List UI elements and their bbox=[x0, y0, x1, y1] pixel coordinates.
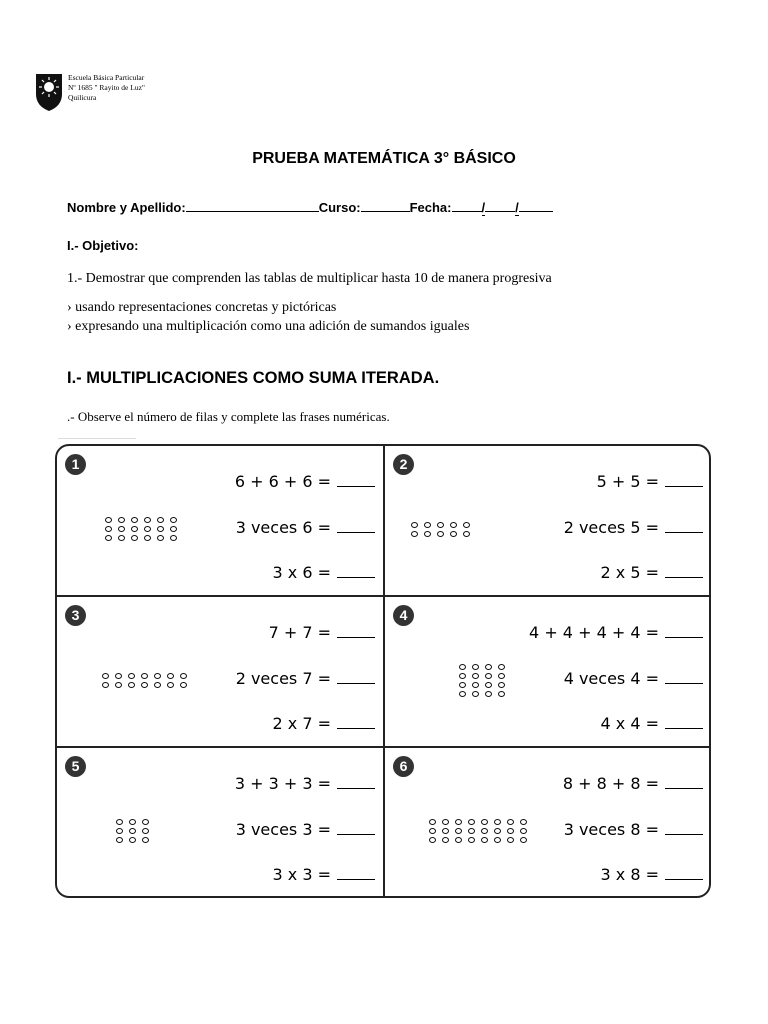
page-title: PRUEBA MATEMÁTICA 3° BÁSICO bbox=[252, 150, 516, 167]
school-crest-logo bbox=[34, 72, 64, 112]
counter-dot bbox=[141, 673, 148, 679]
counter-dot bbox=[144, 535, 151, 541]
equation-row bbox=[564, 518, 703, 537]
counter-dot bbox=[442, 828, 449, 834]
counter-dot bbox=[154, 673, 161, 679]
answer-blank[interactable] bbox=[337, 865, 375, 880]
exercise-number-badge: 1 bbox=[65, 454, 86, 475]
counter-dot bbox=[485, 664, 492, 670]
counter-dot bbox=[498, 664, 505, 670]
school-name bbox=[68, 73, 145, 103]
counter-dot bbox=[437, 531, 444, 537]
equation-text: 3 + 3 + 3 = bbox=[234, 774, 331, 793]
instruction-text: .- Observe el número de filas y complete las frases numéricas. bbox=[67, 409, 390, 424]
equation-text: 3 x 6 = bbox=[272, 563, 331, 582]
equation-row bbox=[273, 714, 376, 733]
fecha-day-field[interactable] bbox=[452, 199, 482, 212]
counter-dot bbox=[131, 535, 138, 541]
objetivo-heading: I.- Objetivo: bbox=[67, 238, 139, 253]
equation-text: 4 veces 4 = bbox=[563, 669, 659, 688]
counter-dot bbox=[131, 526, 138, 532]
equation-text: 2 x 5 = bbox=[600, 563, 659, 582]
counter-dot bbox=[102, 682, 109, 688]
counter-dot bbox=[481, 828, 488, 834]
answer-blank[interactable] bbox=[665, 563, 703, 578]
counter-dot bbox=[115, 682, 122, 688]
dot-array bbox=[411, 522, 470, 537]
answer-blank[interactable] bbox=[665, 774, 703, 789]
equation-text: 3 veces 6 = bbox=[235, 518, 331, 537]
exercise-cell bbox=[385, 597, 713, 748]
counter-dot bbox=[459, 682, 466, 688]
dot-array bbox=[105, 517, 177, 541]
exercise-cell bbox=[385, 446, 713, 597]
equation-text: 2 veces 7 = bbox=[235, 669, 331, 688]
counter-dot bbox=[105, 517, 112, 523]
exercise-number-badge: 3 bbox=[65, 605, 86, 626]
fecha-separator-1: / bbox=[481, 200, 486, 215]
dot-array bbox=[102, 673, 187, 688]
counter-dot bbox=[472, 691, 479, 697]
school-line-2: Nº 1685 " Rayito de Luz" bbox=[68, 83, 145, 92]
answer-blank[interactable] bbox=[337, 669, 375, 684]
counter-dot bbox=[118, 535, 125, 541]
dot-array bbox=[429, 819, 527, 843]
counter-dot bbox=[411, 522, 418, 528]
school-line-3: Quilicura bbox=[68, 93, 97, 102]
counter-dot bbox=[115, 673, 122, 679]
counter-dot bbox=[472, 664, 479, 670]
equation-row bbox=[563, 774, 703, 793]
equation-text: 3 veces 3 = bbox=[235, 820, 331, 839]
counter-dot bbox=[455, 837, 462, 843]
counter-dot bbox=[105, 526, 112, 532]
equation-text: 6 + 6 + 6 = bbox=[234, 472, 331, 491]
equation-row bbox=[273, 865, 376, 884]
counter-dot bbox=[141, 682, 148, 688]
counter-dot bbox=[507, 819, 514, 825]
counter-dot bbox=[129, 828, 136, 834]
answer-blank[interactable] bbox=[665, 623, 703, 638]
exercise-number-badge: 5 bbox=[65, 756, 86, 777]
answer-blank[interactable] bbox=[665, 669, 703, 684]
counter-dot bbox=[157, 517, 164, 523]
counter-dot bbox=[131, 517, 138, 523]
counter-dot bbox=[494, 819, 501, 825]
equation-row bbox=[235, 774, 375, 793]
exercise-number-badge: 6 bbox=[393, 756, 414, 777]
answer-blank[interactable] bbox=[665, 518, 703, 533]
equation-row bbox=[269, 623, 375, 642]
counter-dot bbox=[429, 819, 436, 825]
equation-text: 2 x 7 = bbox=[272, 714, 331, 733]
counter-dot bbox=[128, 673, 135, 679]
answer-blank[interactable] bbox=[337, 563, 375, 578]
equation-row bbox=[236, 669, 375, 688]
counter-dot bbox=[494, 828, 501, 834]
answer-blank[interactable] bbox=[665, 820, 703, 835]
counter-dot bbox=[468, 837, 475, 843]
counter-dot bbox=[485, 682, 492, 688]
fecha-label: Fecha: bbox=[409, 200, 452, 215]
counter-dot bbox=[498, 682, 505, 688]
counter-dot bbox=[116, 828, 123, 834]
equation-text: 4 x 4 = bbox=[600, 714, 659, 733]
answer-blank[interactable] bbox=[665, 714, 703, 729]
equation-text: 3 x 3 = bbox=[272, 865, 331, 884]
equation-text: 3 x 8 = bbox=[600, 865, 659, 884]
equation-row bbox=[601, 563, 704, 582]
counter-dot bbox=[455, 828, 462, 834]
counter-dot bbox=[142, 828, 149, 834]
counter-dot bbox=[118, 526, 125, 532]
equation-row bbox=[564, 669, 703, 688]
equation-row bbox=[273, 563, 376, 582]
counter-dot bbox=[116, 819, 123, 825]
counter-dot bbox=[507, 828, 514, 834]
exercise-cell bbox=[57, 748, 385, 899]
counter-dot bbox=[144, 526, 151, 532]
equation-text: 3 veces 8 = bbox=[563, 820, 659, 839]
section-heading: I.- MULTIPLICACIONES COMO SUMA ITERADA. bbox=[67, 369, 440, 387]
counter-dot bbox=[463, 522, 470, 528]
answer-blank[interactable] bbox=[337, 820, 375, 835]
counter-dot bbox=[180, 682, 187, 688]
counter-dot bbox=[463, 531, 470, 537]
counter-dot bbox=[129, 837, 136, 843]
counter-dot bbox=[442, 837, 449, 843]
counter-dot bbox=[498, 673, 505, 679]
counter-dot bbox=[481, 837, 488, 843]
exercise-number-badge: 2 bbox=[393, 454, 414, 475]
counter-dot bbox=[450, 531, 457, 537]
counter-dot bbox=[459, 673, 466, 679]
equation-text: 4 + 4 + 4 + 4 = bbox=[529, 623, 659, 642]
counter-dot bbox=[144, 517, 151, 523]
fecha-month-field[interactable] bbox=[485, 199, 515, 212]
counter-dot bbox=[437, 522, 444, 528]
equation-text: 2 veces 5 = bbox=[563, 518, 659, 537]
exercise-cell bbox=[57, 446, 385, 597]
counter-dot bbox=[424, 531, 431, 537]
equation-row bbox=[597, 472, 703, 491]
answer-blank[interactable] bbox=[665, 865, 703, 880]
equation-row bbox=[601, 714, 704, 733]
counter-dot bbox=[128, 682, 135, 688]
counter-dot bbox=[170, 535, 177, 541]
counter-dot bbox=[455, 819, 462, 825]
counter-dot bbox=[481, 819, 488, 825]
counter-dot bbox=[116, 837, 123, 843]
counter-dot bbox=[180, 673, 187, 679]
answer-blank[interactable] bbox=[337, 623, 375, 638]
counter-dot bbox=[170, 526, 177, 532]
counter-dot bbox=[520, 828, 527, 834]
nombre-label: Nombre y Apellido: bbox=[67, 200, 186, 215]
counter-dot bbox=[520, 819, 527, 825]
counter-dot bbox=[142, 819, 149, 825]
equation-row bbox=[564, 820, 703, 839]
counter-dot bbox=[157, 535, 164, 541]
objetivo-bullet-2: › expresando una multiplicación como una adición de sumandos iguales bbox=[67, 319, 470, 334]
objetivo-bullet-1: › usando representaciones concretas y pictóricas bbox=[67, 300, 337, 315]
counter-dot bbox=[167, 673, 174, 679]
fecha-year-field[interactable] bbox=[519, 199, 553, 212]
counter-dot bbox=[129, 819, 136, 825]
counter-dot bbox=[507, 837, 514, 843]
counter-dot bbox=[142, 837, 149, 843]
divider bbox=[58, 438, 136, 439]
exercise-cell bbox=[385, 748, 713, 899]
counter-dot bbox=[520, 837, 527, 843]
equation-text: 7 + 7 = bbox=[268, 623, 331, 642]
exercise-number-badge: 4 bbox=[393, 605, 414, 626]
counter-dot bbox=[485, 691, 492, 697]
counter-dot bbox=[105, 535, 112, 541]
equation-row bbox=[236, 820, 375, 839]
equation-row bbox=[236, 518, 375, 537]
dot-array bbox=[459, 664, 505, 697]
counter-dot bbox=[485, 673, 492, 679]
equation-text: 8 + 8 + 8 = bbox=[562, 774, 659, 793]
dot-array bbox=[116, 819, 149, 843]
nombre-field[interactable] bbox=[186, 199, 319, 212]
counter-dot bbox=[472, 682, 479, 688]
counter-dot bbox=[498, 691, 505, 697]
student-info-fields bbox=[67, 199, 553, 216]
fecha-separator-2: / bbox=[515, 200, 519, 215]
counter-dot bbox=[429, 837, 436, 843]
curso-label: Curso: bbox=[318, 200, 361, 215]
counter-dot bbox=[429, 828, 436, 834]
counter-dot bbox=[170, 517, 177, 523]
counter-dot bbox=[154, 682, 161, 688]
equation-row bbox=[601, 865, 704, 884]
answer-blank[interactable] bbox=[337, 774, 375, 789]
curso-field[interactable] bbox=[361, 199, 410, 212]
counter-dot bbox=[494, 837, 501, 843]
counter-dot bbox=[411, 531, 418, 537]
counter-dot bbox=[450, 522, 457, 528]
counter-dot bbox=[157, 526, 164, 532]
counter-dot bbox=[459, 664, 466, 670]
answer-blank[interactable] bbox=[337, 714, 375, 729]
objetivo-text: 1.- Demostrar que comprenden las tablas de multiplicar hasta 10 de manera progresiva bbox=[67, 271, 552, 286]
school-line-1: Escuela Básica Particular bbox=[68, 73, 145, 82]
answer-blank[interactable] bbox=[337, 472, 375, 487]
counter-dot bbox=[459, 691, 466, 697]
counter-dot bbox=[167, 682, 174, 688]
counter-dot bbox=[424, 522, 431, 528]
counter-dot bbox=[468, 828, 475, 834]
equation-row bbox=[235, 472, 375, 491]
exercise-cell bbox=[57, 597, 385, 748]
counter-dot bbox=[468, 819, 475, 825]
equation-text: 5 + 5 = bbox=[596, 472, 659, 491]
equation-row bbox=[529, 623, 703, 642]
counter-dot bbox=[118, 517, 125, 523]
counter-dot bbox=[472, 673, 479, 679]
answer-blank[interactable] bbox=[665, 472, 703, 487]
answer-blank[interactable] bbox=[337, 518, 375, 533]
counter-dot bbox=[442, 819, 449, 825]
counter-dot bbox=[102, 673, 109, 679]
